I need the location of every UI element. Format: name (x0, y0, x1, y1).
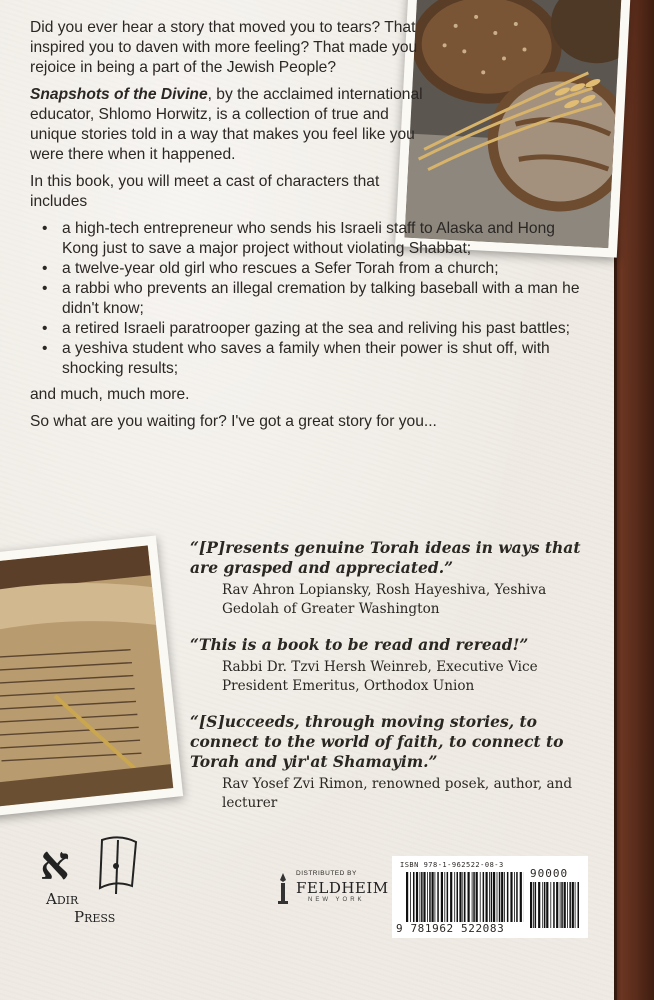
barcode-bar (504, 872, 505, 922)
opening-paragraph: Did you ever hear a story that moved you to tears? That inspired you to daven with more feeling? That made you rejoice in being a part of the Jewish People? (30, 19, 418, 76)
endorsement-author: Rabbi Dr. Tzvi Hersh Weinreb, Executive Vice President Emeritus, Orthodox Union (222, 659, 538, 694)
aleph-letter: א (40, 836, 70, 890)
list-item: • a rabbi who prevents an illegal cremation by talking baseball with a man he didn't know; (42, 280, 580, 317)
barcode-bar (476, 872, 478, 922)
barcode-bar (491, 872, 493, 922)
teaser-line: So what are you waiting for? I've got a great story for you... (30, 413, 437, 430)
publisher-name-line1: Adir (46, 890, 79, 908)
barcode-bar (444, 872, 445, 922)
barcode-bar (454, 872, 455, 922)
distributor-city: NEW YORK (308, 897, 365, 903)
barcode-bar (413, 872, 415, 922)
barcode-bar (473, 872, 475, 922)
barcode-bar (483, 872, 485, 922)
barcode-bar (427, 872, 428, 922)
character-list (30, 219, 580, 379)
barcode-bars (406, 872, 524, 922)
barcode-bar (450, 872, 452, 922)
barcode-bar (572, 882, 574, 928)
barcode-bar (423, 872, 425, 922)
barcode-bar (429, 872, 431, 922)
endorsement-quote: “[P]resents genuine Torah ideas in ways that are grasped and appreciated.” (190, 538, 581, 577)
barcode-bar (560, 882, 561, 928)
barcode-bar (501, 872, 503, 922)
endorsement (190, 635, 600, 696)
barcode-bar (556, 882, 558, 928)
endorsement (190, 538, 600, 619)
barcode-bar (538, 882, 540, 928)
cast-intro: In this book, you will meet a cast of characters that includes (30, 173, 380, 210)
publisher-logo (40, 836, 150, 936)
distributor-name: FELDHEIM (296, 879, 389, 897)
barcode (392, 856, 588, 938)
barcode-bar (561, 882, 563, 928)
barcode-bar (489, 872, 490, 922)
book-description: , by the acclaimed international educator, Shlomo Horwitz, is a collection of true and unique stories told in a way that makes you feel like you were there when it happened. (30, 86, 423, 163)
lamp-icon (276, 872, 290, 904)
barcode-bar (441, 872, 443, 922)
barcode-bar (486, 872, 488, 922)
barcode-bar (447, 872, 449, 922)
list-item: • a yeshiva student who saves a family when their power is shut off, with shocking results; (42, 340, 550, 377)
isbn-digits: 9 781962 522083 (396, 922, 505, 935)
endorsement-quote: “[S]ucceeds, through moving stories, to connect to the world of faith, to connect to Torah and yir'at Shamayim.” (190, 712, 564, 771)
barcode-bar (437, 872, 439, 922)
barcode-bar (546, 882, 548, 928)
barcode-bar (406, 872, 408, 922)
book-title: Snapshots of the Divine (30, 86, 208, 103)
bread-illustration (404, 0, 621, 248)
barcode-bar (432, 872, 434, 922)
barcode-bar (464, 872, 466, 922)
barcode-bar (542, 882, 543, 928)
endorsement-quote: “This is a book to be read and reread!” (190, 635, 529, 654)
distributed-by-label: DISTRIBUTED BY (296, 870, 357, 877)
list-item: • a high-tech entrepreneur who sends his Israeli staff to Alaska and Hong Kong just to save a major project without violating Shabbat; (42, 220, 555, 257)
barcode-bar (416, 872, 418, 922)
list-item: • a twelve-year old girl who rescues a Sefer Torah from a church; (42, 260, 499, 277)
barcode-bar (468, 872, 470, 922)
barcode-bar (567, 882, 568, 928)
barcode-bar (435, 872, 436, 922)
barcode-bar (499, 872, 501, 922)
barcode-bar (480, 872, 481, 922)
barcode-bar (514, 872, 515, 922)
barcode-bar (520, 872, 522, 922)
price-code: 90000 (530, 867, 569, 880)
isbn-label: ISBN 978-1-962522-08-3 (400, 861, 504, 869)
barcode-bar (569, 882, 571, 928)
barcode-bar (420, 872, 421, 922)
barcode-bar (535, 882, 537, 928)
barcode-bar (575, 882, 576, 928)
endorsement-author: Rav Yosef Zvi Rimon, renowned posek, author, and lecturer (222, 776, 573, 811)
scroll-icon (96, 836, 142, 896)
barcode-bar (421, 872, 423, 922)
barcode-bar (459, 872, 461, 922)
barcode-bar (550, 882, 551, 928)
barcode-bar (410, 872, 411, 922)
publisher-name-line2: Press (74, 908, 116, 926)
barcode-bar (493, 872, 495, 922)
endorsement (190, 712, 600, 813)
distributor-logo (276, 870, 389, 906)
endorsement-author: Rav Ahron Lopiansky, Rosh Hayeshiva, Yeshiva Gedolah of Greater Washington (222, 582, 547, 617)
barcode-bar (553, 882, 555, 928)
description-paragraph (30, 85, 425, 165)
barcode-addon-bars (530, 882, 580, 928)
barcode-bar (564, 882, 566, 928)
barcode-bar (510, 872, 512, 922)
barcode-bar (530, 882, 532, 928)
barcode-bar (544, 882, 546, 928)
barcode-bar (457, 872, 459, 922)
barcode-bar (578, 882, 580, 928)
torah-scroll-illustration (0, 545, 173, 806)
barcode-bar (472, 872, 473, 922)
barcode-bar (462, 872, 463, 922)
torah-scroll-photo (0, 535, 183, 816)
closing-line: and much, much more. (30, 386, 190, 403)
list-item: • a retired Israeli paratrooper gazing at the sea and reliving his past battles; (42, 320, 570, 337)
blurb-section (30, 18, 580, 439)
barcode-bar (497, 872, 498, 922)
barcode-bar (533, 882, 534, 928)
endorsements (190, 538, 600, 829)
barcode-bar (516, 872, 518, 922)
barcode-bar (507, 872, 509, 922)
